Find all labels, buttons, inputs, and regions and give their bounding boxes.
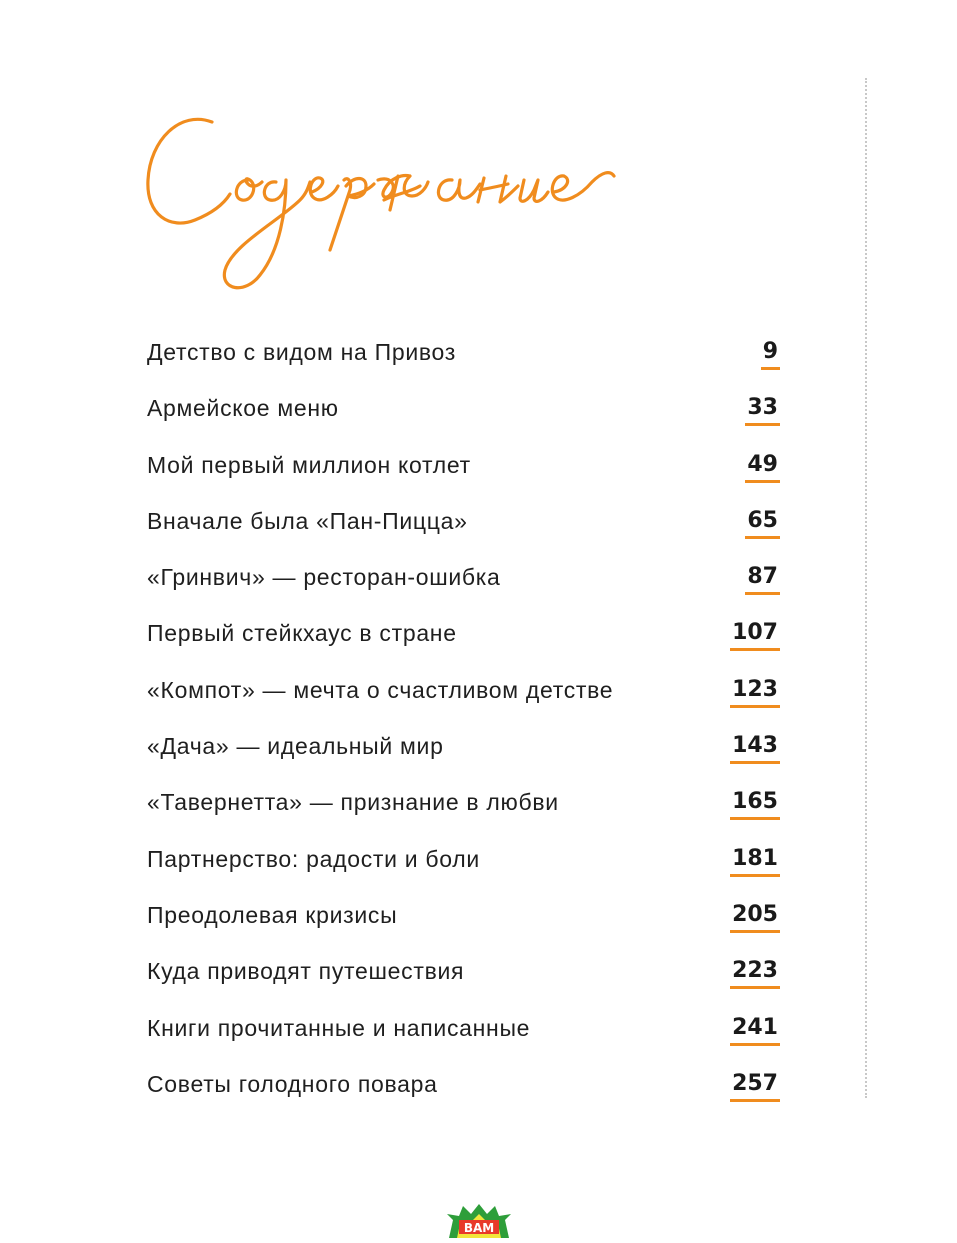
toc-chapter-title[interactable]: «Компот» — мечта о счастливом детстве xyxy=(147,676,614,703)
page-title xyxy=(140,110,660,300)
toc-row[interactable] xyxy=(147,335,780,391)
table-of-contents xyxy=(147,335,780,1123)
toc-row[interactable] xyxy=(147,391,780,447)
toc-page-number[interactable]: 9 xyxy=(761,337,780,370)
toc-chapter-title[interactable]: Первый стейкхаус в стране xyxy=(147,620,457,647)
toc-chapter-title[interactable]: «Тавернетта» — признание в любви xyxy=(147,789,559,816)
toc-page-number[interactable]: 87 xyxy=(745,562,780,595)
toc-chapter-title[interactable]: Вначале была «Пан-Пицца» xyxy=(147,507,468,534)
toc-chapter-title[interactable]: «Гринвич» — ресторан-ошибка xyxy=(147,564,501,591)
toc-page-number[interactable]: 49 xyxy=(745,450,780,483)
bam-logo-icon xyxy=(443,1202,515,1238)
script-heading-icon xyxy=(140,110,660,300)
toc-chapter-title[interactable]: Партнерство: радости и боли xyxy=(147,845,480,872)
toc-row[interactable] xyxy=(147,1067,780,1123)
toc-page-number[interactable]: 181 xyxy=(730,844,780,877)
toc-row[interactable] xyxy=(147,785,780,841)
toc-row[interactable] xyxy=(147,898,780,954)
dotted-divider xyxy=(865,78,867,1098)
toc-chapter-title[interactable]: Преодолевая кризисы xyxy=(147,901,398,928)
toc-page-number[interactable]: 223 xyxy=(730,956,780,989)
toc-chapter-title[interactable]: Мой первый миллион котлет xyxy=(147,451,471,478)
toc-chapter-title[interactable]: Армейское меню xyxy=(147,395,339,422)
toc-chapter-title[interactable]: Детство с видом на Привоз xyxy=(147,339,457,365)
toc-row[interactable] xyxy=(147,842,780,898)
toc-row[interactable] xyxy=(147,1011,780,1067)
toc-page-number[interactable]: 33 xyxy=(745,393,780,426)
toc-row[interactable] xyxy=(147,448,780,504)
toc-page-number[interactable]: 241 xyxy=(730,1013,780,1046)
toc-row[interactable] xyxy=(147,673,780,729)
toc-row[interactable] xyxy=(147,616,780,672)
bam-logo-text: ВАМ xyxy=(463,1221,495,1235)
toc-page-number[interactable]: 65 xyxy=(745,506,780,539)
toc-page-number[interactable]: 123 xyxy=(730,675,780,708)
toc-page-number[interactable]: 257 xyxy=(730,1069,780,1102)
toc-chapter-title[interactable]: Книги прочитанные и написанные xyxy=(147,1014,531,1041)
toc-row[interactable] xyxy=(147,560,780,616)
toc-chapter-title[interactable]: Советы голодного повара xyxy=(147,1070,438,1097)
toc-page-number[interactable]: 205 xyxy=(730,900,780,933)
toc-row[interactable] xyxy=(147,504,780,560)
toc-page-number[interactable]: 165 xyxy=(730,787,780,820)
toc-row[interactable] xyxy=(147,954,780,1010)
toc-page-number[interactable]: 107 xyxy=(730,618,780,651)
toc-page-number[interactable]: 143 xyxy=(730,731,780,764)
toc-chapter-title[interactable]: «Дача» — идеальный мир xyxy=(147,733,444,760)
toc-chapter-title[interactable]: Куда приводят путешествия xyxy=(147,958,465,985)
toc-row[interactable] xyxy=(147,729,780,785)
